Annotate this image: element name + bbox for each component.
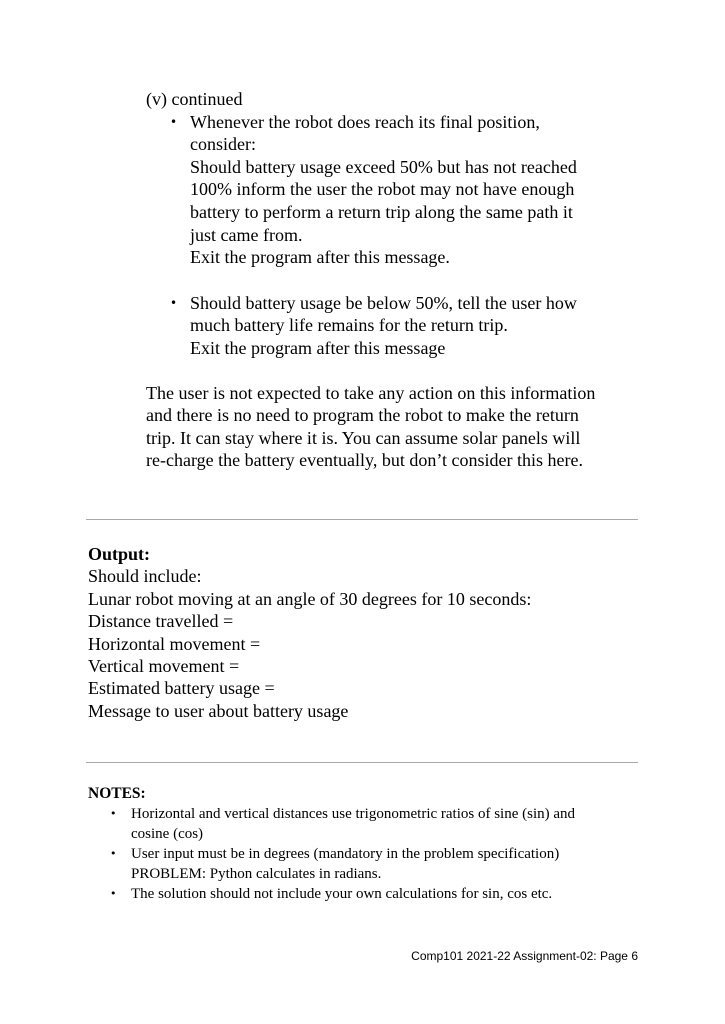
- text-line: re-charge the battery eventually, but don’t consider this here.: [146, 450, 584, 471]
- notes-section: [88, 784, 648, 904]
- bullet-icon: •: [170, 114, 178, 129]
- bullet-icon: •: [110, 887, 117, 900]
- output-line: Distance travelled =: [88, 611, 234, 632]
- horizontal-divider: [86, 762, 638, 763]
- user-action-paragraph: [146, 382, 646, 472]
- horizontal-divider: [86, 519, 638, 520]
- output-section: [88, 543, 648, 722]
- text-line: much battery life remains for the return trip.: [190, 315, 508, 336]
- output-line: Vertical movement =: [88, 656, 240, 677]
- bullet-icon: •: [170, 295, 178, 310]
- output-line: Estimated battery usage =: [88, 678, 275, 699]
- text-line: consider:: [190, 134, 256, 155]
- text-line: Exit the program after this message: [190, 337, 446, 358]
- output-line: Should include:: [88, 566, 202, 587]
- list-spacer: [146, 269, 646, 292]
- note-item: [88, 884, 648, 904]
- text-line: and there is no need to program the robot to make the return: [146, 405, 579, 426]
- bullet-icon: •: [110, 847, 117, 860]
- notes-title: NOTES:: [88, 785, 146, 802]
- output-line: Horizontal movement =: [88, 633, 261, 654]
- section-heading: (v) continued: [146, 89, 243, 109]
- text-line: cosine (cos): [131, 826, 204, 842]
- list-item-final-position: [146, 111, 646, 269]
- requirements-list: [146, 111, 646, 360]
- text-line: battery to perform a return trip along the same path it: [190, 201, 573, 222]
- output-line: Lunar robot moving at an angle of 30 degrees for 10 seconds:: [88, 588, 532, 609]
- notes-list: [88, 804, 648, 904]
- list-item-battery-below-50: [146, 292, 646, 360]
- note-item: [88, 804, 648, 844]
- output-line: Message to user about battery usage: [88, 700, 349, 721]
- text-line: Horizontal and vertical distances use trigonometric ratios of sine (sin) and: [131, 806, 576, 822]
- text-line: The user is not expected to take any action on this information: [146, 382, 596, 403]
- text-line: Should battery usage be below 50%, tell the user how: [190, 292, 577, 313]
- page-footer: Comp101 2021-22 Assignment-02: Page 6: [411, 949, 638, 963]
- text-line: just came from.: [190, 224, 303, 245]
- text-line: trip. It can stay where it is. You can assume solar panels will: [146, 427, 581, 448]
- output-title: Output:: [88, 544, 151, 564]
- note-item: [88, 844, 648, 884]
- text-line: PROBLEM: Python calculates in radians.: [131, 866, 382, 882]
- bullet-icon: •: [110, 807, 117, 820]
- text-line: User input must be in degrees (mandatory in the problem specification): [131, 846, 560, 862]
- text-line: The solution should not include your own calculations for sin, cos etc.: [131, 886, 553, 902]
- section-v-continued: [146, 88, 646, 472]
- text-line: Exit the program after this message.: [190, 247, 450, 268]
- text-line: Whenever the robot does reach its final position,: [190, 111, 540, 132]
- text-line: 100% inform the user the robot may not have enough: [190, 179, 575, 200]
- paragraph-spacer: [146, 360, 646, 382]
- text-line: Should battery usage exceed 50% but has not reached: [190, 156, 577, 177]
